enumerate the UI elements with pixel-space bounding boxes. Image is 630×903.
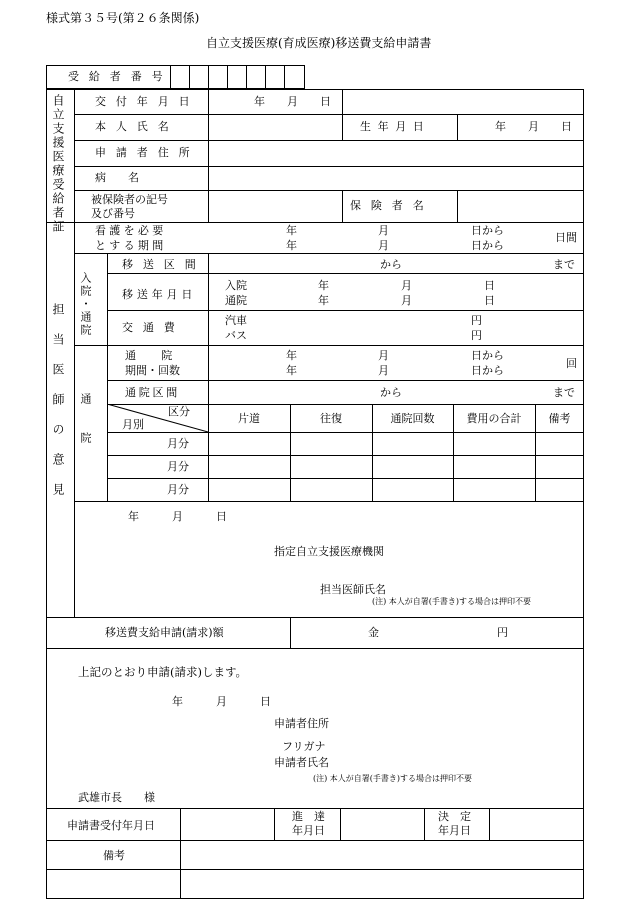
insured-number-field[interactable] — [209, 191, 341, 221]
care-period-days-unit: 日間 — [555, 231, 577, 244]
issue-date-value[interactable]: 年 月 日 — [254, 95, 331, 108]
application-furigana-label: フリガナ — [282, 740, 326, 753]
institution-label: 指定自立支援医療機関 — [274, 545, 384, 558]
visit-section-label: 通院区間 — [125, 386, 180, 399]
transport-car-yen: 円 — [471, 314, 482, 327]
visit-year-1: 年 — [286, 349, 297, 362]
transport-admission-year: 年 — [318, 279, 329, 292]
birth-date-label: 生年月日 — [360, 120, 431, 133]
table-header-total-cost: 費用の合計 — [466, 412, 522, 425]
transport-date-label: 移送年月日 — [122, 288, 197, 301]
visit-from-1: 日から — [471, 349, 504, 362]
issue-date-label: 交付年月日 — [95, 95, 200, 108]
month-label: 月別 — [122, 418, 144, 431]
claim-amount-label: 移送費支給申請(請求)額 — [105, 626, 224, 639]
remarks-field[interactable] — [181, 841, 583, 868]
application-note: (注) 本人が自署(手書き)する場合は押印不要 — [313, 774, 473, 783]
recipient-number-label: 受給者番号 — [68, 70, 173, 83]
table-row-month-2: 月分 — [167, 460, 189, 473]
transport-bus-yen: 円 — [471, 329, 482, 342]
applicant-address-field[interactable] — [209, 141, 583, 165]
insured-number-label-1: 被保険者の記号 — [91, 193, 168, 206]
outpatient-side-label: 通院 — [79, 393, 92, 471]
transport-cost-label: 交通費 — [122, 321, 185, 334]
care-period-label-1: 看護を必要 — [95, 224, 167, 237]
category-label: 区分 — [168, 405, 190, 418]
disease-field[interactable] — [209, 167, 583, 189]
care-period-label-2: とする期間 — [95, 239, 167, 252]
disease-label: 病 名 — [95, 171, 145, 184]
table-header-one-way: 片道 — [238, 412, 260, 425]
visit-from: から — [380, 386, 402, 399]
transport-from: から — [380, 258, 402, 271]
birth-date-value[interactable]: 年 月 日 — [495, 120, 572, 133]
form-number: 様式第３５号(第２６条関係) — [46, 11, 200, 25]
transport-admission-day: 日 — [484, 279, 495, 292]
recipient-number-cell[interactable] — [170, 66, 304, 88]
visit-label-2: 期間・回数 — [125, 364, 180, 377]
page-title: 自立支援医療(育成医療)移送費支給申請書 — [206, 36, 432, 50]
claim-amount-field[interactable] — [385, 620, 495, 646]
application-name-label: 申請者氏名 — [274, 756, 329, 769]
care-period-year-2: 年 — [286, 239, 297, 252]
claim-yen: 円 — [497, 626, 508, 639]
opinion-side-label: 担当医師の意見 — [51, 303, 65, 513]
progress-label-1: 進 達 — [292, 810, 325, 823]
progress-date-field[interactable] — [341, 809, 423, 839]
doctor-note: (注) 本人が自署(手書き)する場合は押印不要 — [372, 597, 532, 606]
transport-admission-month: 月 — [401, 279, 412, 292]
visit-times-unit: 回 — [566, 357, 577, 370]
insurer-field[interactable] — [458, 191, 583, 221]
visit-month-2: 月 — [378, 364, 389, 377]
decision-label-2: 年月日 — [438, 824, 471, 837]
applicant-address-label: 申請者住所 — [95, 146, 200, 159]
visit-from-2: 日から — [471, 364, 504, 377]
addressee: 武雄市長 様 — [78, 791, 155, 804]
care-period-month-2: 月 — [378, 239, 389, 252]
opinion-date-line: 年 月 日 — [128, 510, 227, 523]
care-period-month-1: 月 — [378, 224, 389, 237]
transport-section-label: 移送区間 — [122, 258, 206, 271]
table-header-round-trip: 往復 — [320, 412, 342, 425]
table-header-visit-count: 通院回数 — [390, 412, 435, 425]
certificate-side-label: 自立支援医療受給者証 — [51, 94, 65, 234]
receipt-date-label: 申請書受付年月日 — [67, 819, 155, 832]
decision-label-1: 決 定 — [438, 810, 471, 823]
insurer-label: 保険者名 — [350, 199, 434, 212]
hospital-side-label: 入院・通院 — [79, 272, 92, 337]
visit-label-1: 通 院 — [125, 349, 174, 362]
decision-date-field[interactable] — [490, 809, 583, 839]
care-period-from-1: 日から — [471, 224, 504, 237]
care-period-from-2: 日から — [471, 239, 504, 252]
insured-number-label-2: 及び番号 — [91, 207, 135, 220]
transport-car: 汽車 — [225, 314, 247, 327]
table-row-month-3: 月分 — [167, 483, 189, 496]
doctor-name-label: 担当医師氏名 — [320, 583, 386, 596]
transport-outpatient-month: 月 — [401, 294, 412, 307]
claim-gold: 金 — [368, 626, 379, 639]
application-address-label: 申請者住所 — [274, 717, 329, 730]
remarks-label: 備考 — [103, 849, 125, 862]
progress-label-2: 年月日 — [292, 824, 325, 837]
application-statement: 上記のとおり申請(請求)します。 — [78, 665, 248, 679]
name-field[interactable] — [209, 115, 341, 139]
visit-year-2: 年 — [286, 364, 297, 377]
table-row-month-1: 月分 — [167, 437, 189, 450]
transport-outpatient: 通院 — [225, 294, 247, 307]
name-label: 本人氏名 — [95, 120, 179, 133]
application-date-line: 年 月 日 — [172, 695, 271, 708]
transport-bus: バス — [225, 329, 247, 342]
visit-month-1: 月 — [378, 349, 389, 362]
care-period-year-1: 年 — [286, 224, 297, 237]
transport-to: まで — [553, 258, 575, 271]
transport-outpatient-day: 日 — [484, 294, 495, 307]
transport-admission: 入院 — [225, 279, 247, 292]
visit-to: まで — [553, 386, 575, 399]
receipt-date-field[interactable] — [181, 809, 273, 839]
transport-outpatient-year: 年 — [318, 294, 329, 307]
table-header-remarks: 備考 — [548, 412, 571, 425]
